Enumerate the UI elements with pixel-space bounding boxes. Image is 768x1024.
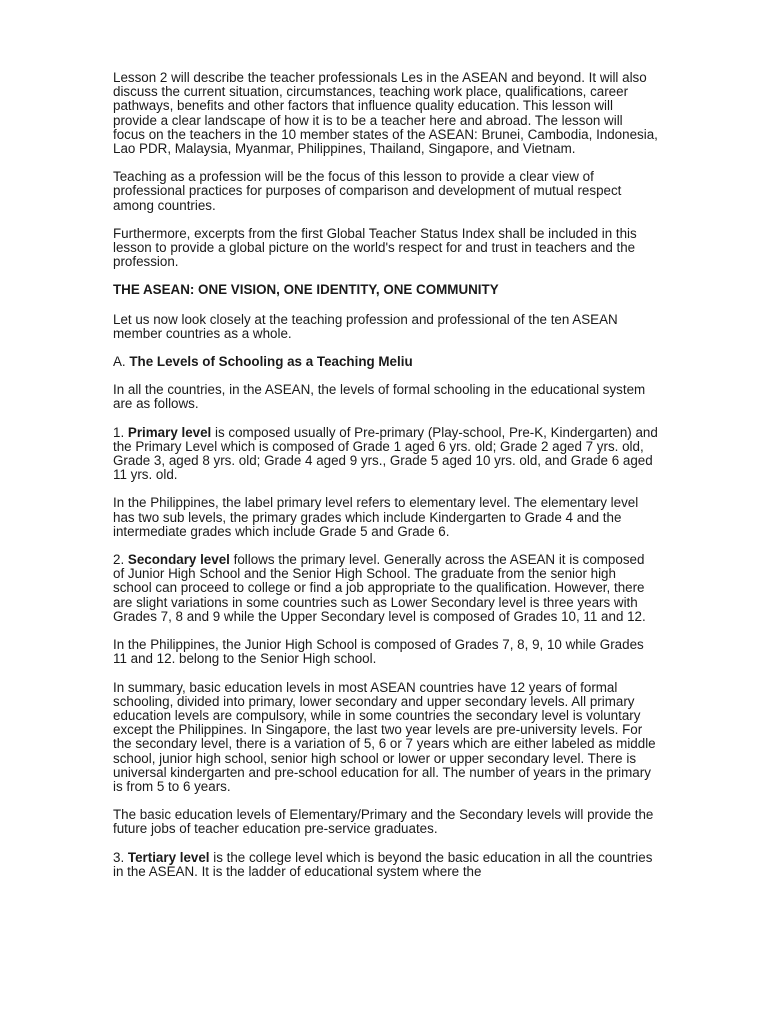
secondary-level-text: follows the primary level. Generally across the ASEAN it is composed of Junior High School and the Senior High School. The graduate from the senior high school can proceed to college or find a job appropriate to the qualification. However, there are slight variations in some countries such as Lower Secondary level is three years with Grades 7, 8 and 9 while the Upper Secondary level is composed of Grades 10, 11 and 12.	[113, 552, 646, 624]
tertiary-level-text: is the college level which is beyond the basic education in all the countries in the ASEAN. It is the ladder of educational system where the	[113, 849, 653, 879]
secondary-level-term: Secondary level	[127, 552, 230, 568]
tertiary-level-term: Tertiary level	[127, 849, 210, 865]
section-heading: THE ASEAN: ONE VISION, ONE IDENTITY, ONE COMMUNITY	[113, 282, 499, 298]
future-jobs-paragraph: The basic education levels of Elementary/Primary and the Secondary levels will provide the future jobs of teacher education pre-service graduates.	[113, 807, 654, 837]
primary-level-paragraph	[113, 426, 658, 483]
subsection-title: The Levels of Schooling as a Teaching Meliu	[129, 354, 413, 370]
primary-level-term: Primary level	[127, 424, 212, 440]
philippines-secondary-paragraph: In the Philippines, the Junior High School is composed of Grades 7, 8, 9, 10 while Grades 11 and 12. belong to the Senior High school.	[113, 637, 644, 667]
summary-paragraph: In summary, basic education levels in most ASEAN countries have 12 years of formal schooling, divided into primary, lower secondary and upper secondary levels. All primary education levels are compulsory, while in some countries the secondary level is voluntary except the Philippines. In Singapore, the last two year levels are pre-university levels. For the secondary level, there is a variation of 5, 6 or 7 years which are either labeled as middle school, junior high school, senior high school or lower or upper secondary level. There is universal kindergarten and pre-school education for all. The number of years in the primary is from 5 to 6 years.	[113, 679, 656, 794]
document-body	[113, 71, 658, 893]
secondary-level-number: 2.	[113, 552, 128, 568]
philippines-primary-paragraph: In the Philippines, the label primary level refers to elementary level. The elementary level has two sub levels, the primary grades which include Kindergarten to Grade 4 and the intermediate grades which include Grade 5 and Grade 6.	[113, 495, 639, 539]
primary-level-number: 1.	[113, 424, 128, 440]
subsection-prefix: A.	[113, 354, 130, 370]
primary-level-text: is composed usually of Pre-primary (Play-school, Pre-K, Kindergarten) and the Primary Level which is composed of Grade 1 aged 6 yrs. old; Grade 2 aged 7 yrs. old, Grade 3, aged 8 yrs. old; Grade 4 aged 9 yrs., Grade 5 aged 10 yrs. old, and Grade 6 aged 11 yrs. old.	[113, 424, 658, 483]
subsection-heading	[113, 355, 658, 369]
section-intro-paragraph: Let us now look closely at the teaching profession and professional of the ten ASEAN member countries as a whole.	[113, 311, 618, 341]
levels-intro-paragraph: In all the countries, in the ASEAN, the levels of formal schooling in the educational system are as follows.	[113, 382, 646, 412]
tertiary-level-number: 3.	[113, 849, 128, 865]
focus-paragraph: Teaching as a profession will be the focus of this lesson to provide a clear view of professional practices for purposes of comparison and development of mutual respect among countries.	[113, 169, 622, 213]
intro-paragraph: Lesson 2 will describe the teacher professionals Les in the ASEAN and beyond. It will also discuss the current situation, circumstances, teaching work place, qualifications, career pathways, benefits and other factors that influence quality education. This lesson will provide a clear landscape of how it is to be a teacher here and abroad. The lesson will focus on the teachers in the 10 member states of the ASEAN: Brunei, Cambodia, Indonesia, Lao PDR, Malaysia, Myanmar, Philippines, Thailand, Singapore, and Vietnam.	[113, 70, 658, 157]
furthermore-paragraph: Furthermore, excerpts from the first Global Teacher Status Index shall be included in this lesson to provide a global picture on the world's respect for and trust in teachers and the profession.	[113, 225, 637, 270]
tertiary-level-paragraph	[113, 851, 658, 879]
secondary-level-paragraph	[113, 553, 658, 624]
